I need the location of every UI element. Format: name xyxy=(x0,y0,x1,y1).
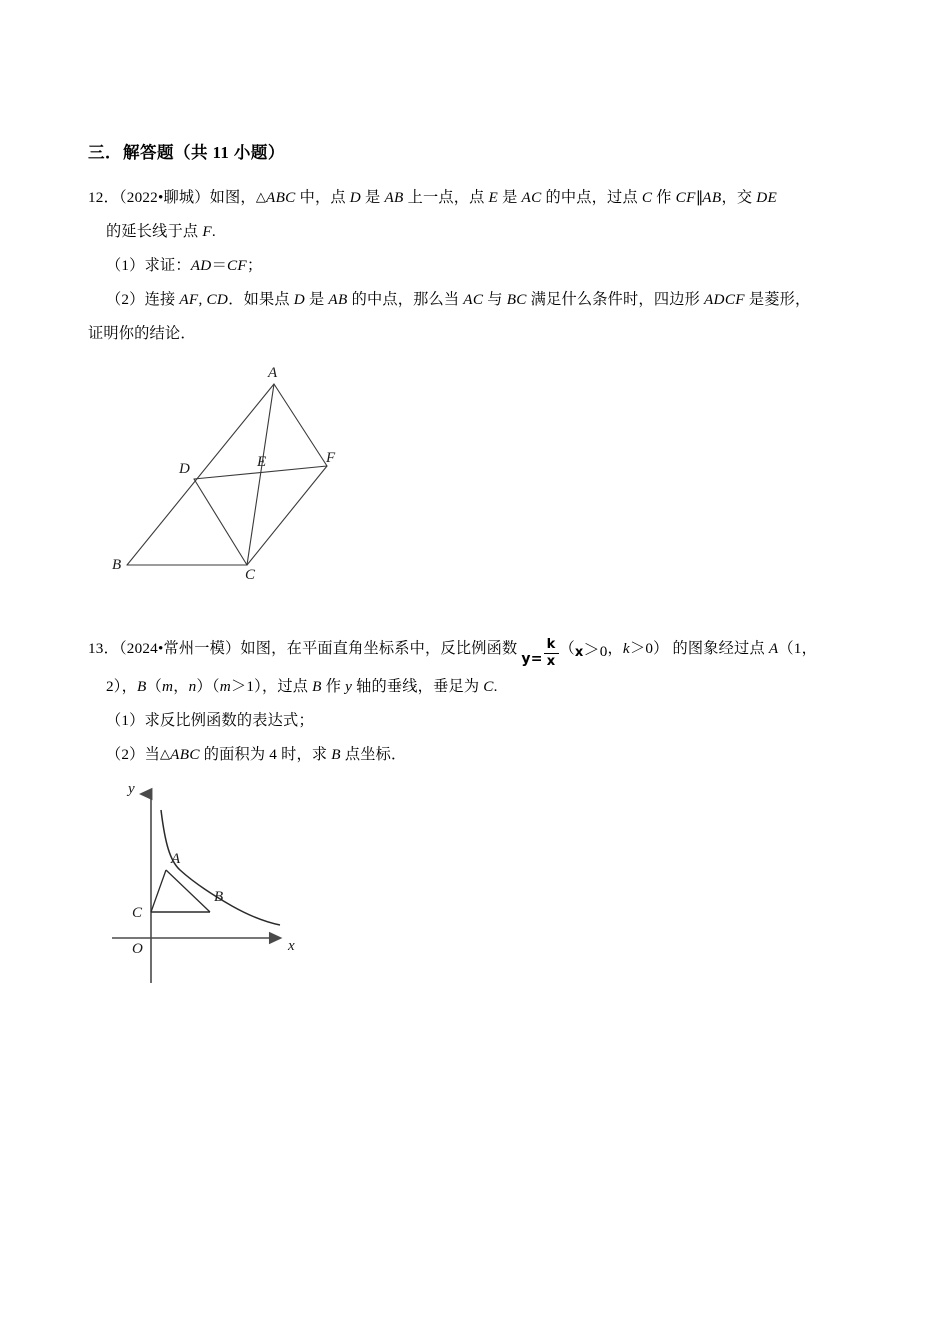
figure-12-label-C: C xyxy=(245,567,256,583)
problem-12 xyxy=(88,180,888,351)
p13-A: A xyxy=(768,640,779,657)
p13-C: C xyxy=(483,678,494,695)
formula-y: y xyxy=(521,651,531,667)
p12-t6: 的中点，过点 xyxy=(541,189,642,206)
problem-12-sub-2 xyxy=(88,283,888,317)
problem-13-sub-2 xyxy=(88,738,888,772)
p12-c: C xyxy=(641,189,653,206)
p12-s2f: 与 xyxy=(483,291,507,308)
p12-s3: 证明你的结论． xyxy=(88,325,196,342)
section-count: （共 11 小题） xyxy=(174,143,285,162)
p13-m2: m xyxy=(219,678,231,695)
p13-t11: ＞1），过点 xyxy=(230,678,313,695)
p12-t10: . xyxy=(211,223,216,240)
section-number: 三． xyxy=(88,143,122,162)
p12-ab3: AB xyxy=(328,291,348,308)
p13-t7: 2）， xyxy=(106,678,137,695)
p13-x: x xyxy=(574,645,584,660)
p12-t7: 作 xyxy=(652,189,676,206)
p13-yvar: y xyxy=(345,678,353,695)
p12-eq: ＝ xyxy=(211,257,227,274)
p13-t3: ， xyxy=(607,640,623,657)
p12-s2a: （2）连接 xyxy=(106,291,180,308)
section-header xyxy=(88,139,285,163)
p13-n: n xyxy=(188,678,197,695)
p13-t10: ）（ xyxy=(196,678,220,695)
problem-13-sub-1 xyxy=(88,704,888,738)
problem-13-source: （2024•常州一模） xyxy=(118,640,241,657)
segment-AF xyxy=(274,384,327,466)
p12-s2h: 是菱形， xyxy=(744,291,811,308)
p12-t8: ，交 xyxy=(721,189,757,206)
p12-t1: 如图， xyxy=(209,189,256,206)
segment-DC xyxy=(194,479,247,565)
problem-12-source: （2022•聊城） xyxy=(118,189,210,206)
p13-t14: . xyxy=(493,678,498,695)
p13-m: m xyxy=(161,678,174,695)
p12-s2b: , xyxy=(198,291,207,308)
p12-de: DE xyxy=(756,189,778,206)
p12-s2c: ．如果点 xyxy=(228,291,294,308)
p12-cf: CF xyxy=(675,189,696,206)
figure-13-svg xyxy=(108,783,308,993)
problem-12-stem-line-1 xyxy=(88,180,888,215)
p13-k: k xyxy=(622,640,630,657)
greater-than-icon: ＞ xyxy=(583,640,600,659)
p13-B2: B xyxy=(312,678,322,695)
p13-s1: （1）求反比例函数的表达式； xyxy=(106,712,314,729)
p13-t13: 轴的垂线，垂足为 xyxy=(352,678,484,695)
p12-s2e: 的中点，那么当 xyxy=(347,291,464,308)
fraction-k-over-x xyxy=(544,638,559,668)
figure-12-label-A: A xyxy=(268,365,278,381)
problem-13-stem-line-1 xyxy=(88,632,888,670)
p13-t4: ＞0） xyxy=(629,640,669,657)
p12-t3: 是 xyxy=(361,189,385,206)
problem-12-stem-line-2 xyxy=(88,215,888,249)
fraction-denominator: x xyxy=(546,653,556,669)
p12-f: F xyxy=(202,223,212,240)
p12-ab2: AB xyxy=(702,189,722,206)
p12-ad: AD xyxy=(190,257,212,274)
p12-ab: AB xyxy=(384,189,404,206)
p12-d: D xyxy=(349,189,362,206)
figure-12-label-E: E xyxy=(257,454,267,470)
p12-cd: CD xyxy=(206,291,229,308)
section-title: 解答题 xyxy=(123,143,174,162)
problem-12-sub-1 xyxy=(88,249,888,283)
p12-ac2: AC xyxy=(463,291,484,308)
p13-t1: 如图，在平面直角坐标系中，反比例函数 xyxy=(240,640,522,657)
figure-12-label-B: B xyxy=(112,557,122,573)
inverse-proportion-formula xyxy=(521,638,559,668)
problem-12-sub-2-cont xyxy=(88,317,888,351)
p13-t6: （1， xyxy=(778,640,817,657)
p13-abc: ABC xyxy=(170,746,200,763)
p13-s2a: （2）当 xyxy=(106,746,160,763)
p12-ac: AC xyxy=(521,189,542,206)
parallel-icon: ∥ xyxy=(695,188,703,206)
p12-s1b: ； xyxy=(247,257,263,274)
segment-BA xyxy=(127,384,274,565)
p12-s2d: 是 xyxy=(305,291,329,308)
p12-s1a: （1）求证： xyxy=(106,257,191,274)
p13-t5: 的图象经过点 xyxy=(668,640,769,657)
p13-t12: 作 xyxy=(321,678,346,695)
figure-12-label-D: D xyxy=(179,461,190,477)
p13-s2c: 点坐标． xyxy=(340,746,407,763)
figure-13-label-x-axis: x xyxy=(288,938,295,954)
figure-12-label-F: F xyxy=(326,450,336,466)
fraction-numerator: k xyxy=(546,636,556,652)
p13-B3: B xyxy=(331,746,341,763)
p12-s2g: 满足什么条件时，四边形 xyxy=(526,291,704,308)
p12-t5: 是 xyxy=(498,189,522,206)
p12-cf2: CF xyxy=(226,257,247,274)
problem-13 xyxy=(88,632,888,772)
p12-abc: ABC xyxy=(266,189,296,206)
formula-equals: = xyxy=(530,651,543,667)
p13-s2b: 的面积为 4 时，求 xyxy=(199,746,332,763)
p12-adcf: ADCF xyxy=(703,291,745,308)
figure-13-label-origin: O xyxy=(132,941,143,957)
p13-t2: （ xyxy=(559,640,575,657)
figure-13-label-A: A xyxy=(171,851,181,867)
problem-13-number: 13． xyxy=(88,640,119,657)
p13-t8: （ xyxy=(146,678,162,695)
p12-bc: BC xyxy=(506,291,527,308)
problem-12-number: 12． xyxy=(88,189,119,206)
figure-hyperbola-graph xyxy=(108,783,308,993)
p12-e: E xyxy=(488,189,499,206)
figure-13-label-B: B xyxy=(214,889,224,905)
p13-t9: ， xyxy=(173,678,189,695)
triangle-icon-2: △ xyxy=(159,747,171,762)
p12-af: AF xyxy=(179,291,199,308)
p12-t2: 中，点 xyxy=(295,189,350,206)
figure-13-label-C: C xyxy=(132,905,143,921)
segment-AC xyxy=(247,384,274,565)
problem-13-stem-line-2 xyxy=(88,670,888,704)
p13-B: B xyxy=(136,678,147,695)
triangle-icon: △ xyxy=(255,190,267,205)
p12-t9: 的延长线于点 xyxy=(106,223,203,240)
p12-t4: 上一点，点 xyxy=(403,189,489,206)
figure-13-label-y-axis: y xyxy=(128,781,135,797)
figure-12-svg xyxy=(100,365,360,590)
figure-triangle-abc xyxy=(100,365,360,590)
p13-zero: 0 xyxy=(599,643,608,660)
segment-CA xyxy=(151,870,166,912)
p12-d2: D xyxy=(293,291,306,308)
